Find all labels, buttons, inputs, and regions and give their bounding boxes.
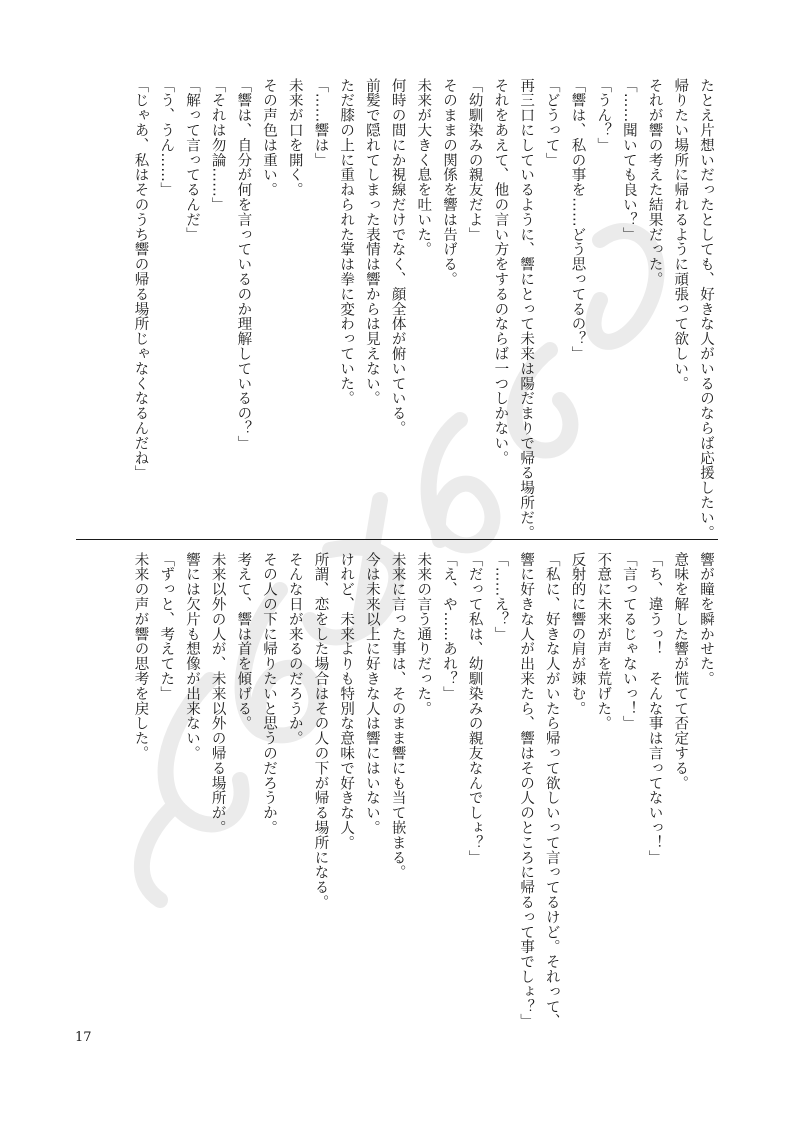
text-line: 今は未来以上に好きな人は響にはいない。: [363, 552, 380, 836]
text-line: 「だって私は、幼馴染みの親友なんでしょ？」: [466, 552, 483, 865]
text-line: 未来の声が響の思考を戻した。: [132, 552, 149, 761]
text-line: 考えて、響は首を傾げる。: [235, 552, 252, 731]
text-line: それが響の考えた結果だった。: [646, 78, 663, 287]
text-block-top: [68, 78, 718, 540]
text-line: 「ずっと、考えてた」: [158, 552, 175, 701]
text-line: 何時の間にか視線だけでなく、顔全体が俯いている。: [389, 78, 406, 436]
text-line: 「言ってるじゃないっ！」: [620, 552, 637, 731]
text-line: 未来の言う通りだった。: [415, 552, 432, 716]
text-line: 反射的に響の肩が竦む。: [569, 552, 586, 716]
text-line: 響が瞳を瞬かせた。: [698, 552, 714, 687]
section-divider: [76, 539, 718, 540]
text-line: 再三口にしているように、響にとって未来は陽だまりで帰る場所だ。: [518, 78, 535, 540]
text-line: 未来が大きく息を吐いた。: [415, 78, 432, 257]
text-line: 「響は、私の事を……どう思ってるの？」: [569, 78, 586, 362]
text-line: 「響は、自分が何を言っているのか理解しているの？」: [235, 78, 252, 451]
text-line: 「……聞いても良い？」: [620, 78, 637, 242]
text-line: その声色は重い。: [261, 78, 278, 198]
text-line: 「じゃあ、私はそのうち響の帰る場所じゃなくなるんだね」: [132, 78, 149, 481]
page-number: 17: [75, 1030, 92, 1045]
text-line: 意味を解した響が慌てて否定する。: [672, 552, 689, 791]
text-line: 「ち、違うっ！ そんな事は言ってないっ！」: [646, 552, 663, 865]
text-line: けれど、未来よりも特別な意味で好きな人。: [338, 552, 355, 850]
text-block-bottom: [68, 552, 718, 1029]
text-line: 未来に言った事は、そのまま響にも当て嵌まる。: [389, 552, 406, 880]
text-line: 「幼馴染みの親友だよ」: [466, 78, 483, 242]
text-line: 帰りたい場所に帰れるように頑張って欲しい。: [672, 78, 689, 391]
text-line: 「え、や……あれ？」: [440, 552, 457, 701]
text-line: 「どうって」: [543, 78, 560, 168]
text-line: 「……え？」: [492, 552, 509, 642]
text-line: 所謂、恋をした場合はその人の下が帰る場所になる。: [312, 552, 329, 910]
text-line: 前髪で隠れてしまった表情は響からは見えない。: [363, 78, 380, 406]
text-line: たとえ片想いだったとしても、好きな人がいるのならば応援したい。: [698, 78, 714, 540]
text-line: ただ膝の上に重ねられた掌は拳に変わっていた。: [338, 78, 355, 406]
text-line: 「それは勿論……」: [209, 78, 226, 213]
text-line: 「解って言ってるんだ」: [183, 78, 200, 242]
text-line: 「う、うん……」: [158, 78, 175, 198]
text-line: 「うん？」: [595, 78, 612, 153]
text-line: 「私に、好きな人がいたら帰って欲しいって言ってるけど。それって、: [543, 552, 560, 1029]
text-line: 「……響は」: [312, 78, 329, 168]
text-line: 未来が口を開く。: [286, 78, 303, 198]
text-line: そんな日が来るのだろうか。: [286, 552, 303, 746]
text-line: そのままの関係を響は告げる。: [440, 78, 457, 287]
text-line: 未来以外の人が、未来以外の帰る場所が。: [209, 552, 226, 836]
text-line: それをあえて、他の言い方をするのならば一つしかない。: [492, 78, 509, 466]
text-line: 響には欠片も想像が出来ない。: [183, 552, 200, 761]
text-line: 響に好きな人が出来たら、響はその人のところに帰るって事でしょ？」: [518, 552, 535, 1029]
text-line: その人の下に帰りたいと思うのだろうか。: [261, 552, 278, 836]
text-line: 不意に未来が声を荒げた。: [595, 552, 612, 731]
